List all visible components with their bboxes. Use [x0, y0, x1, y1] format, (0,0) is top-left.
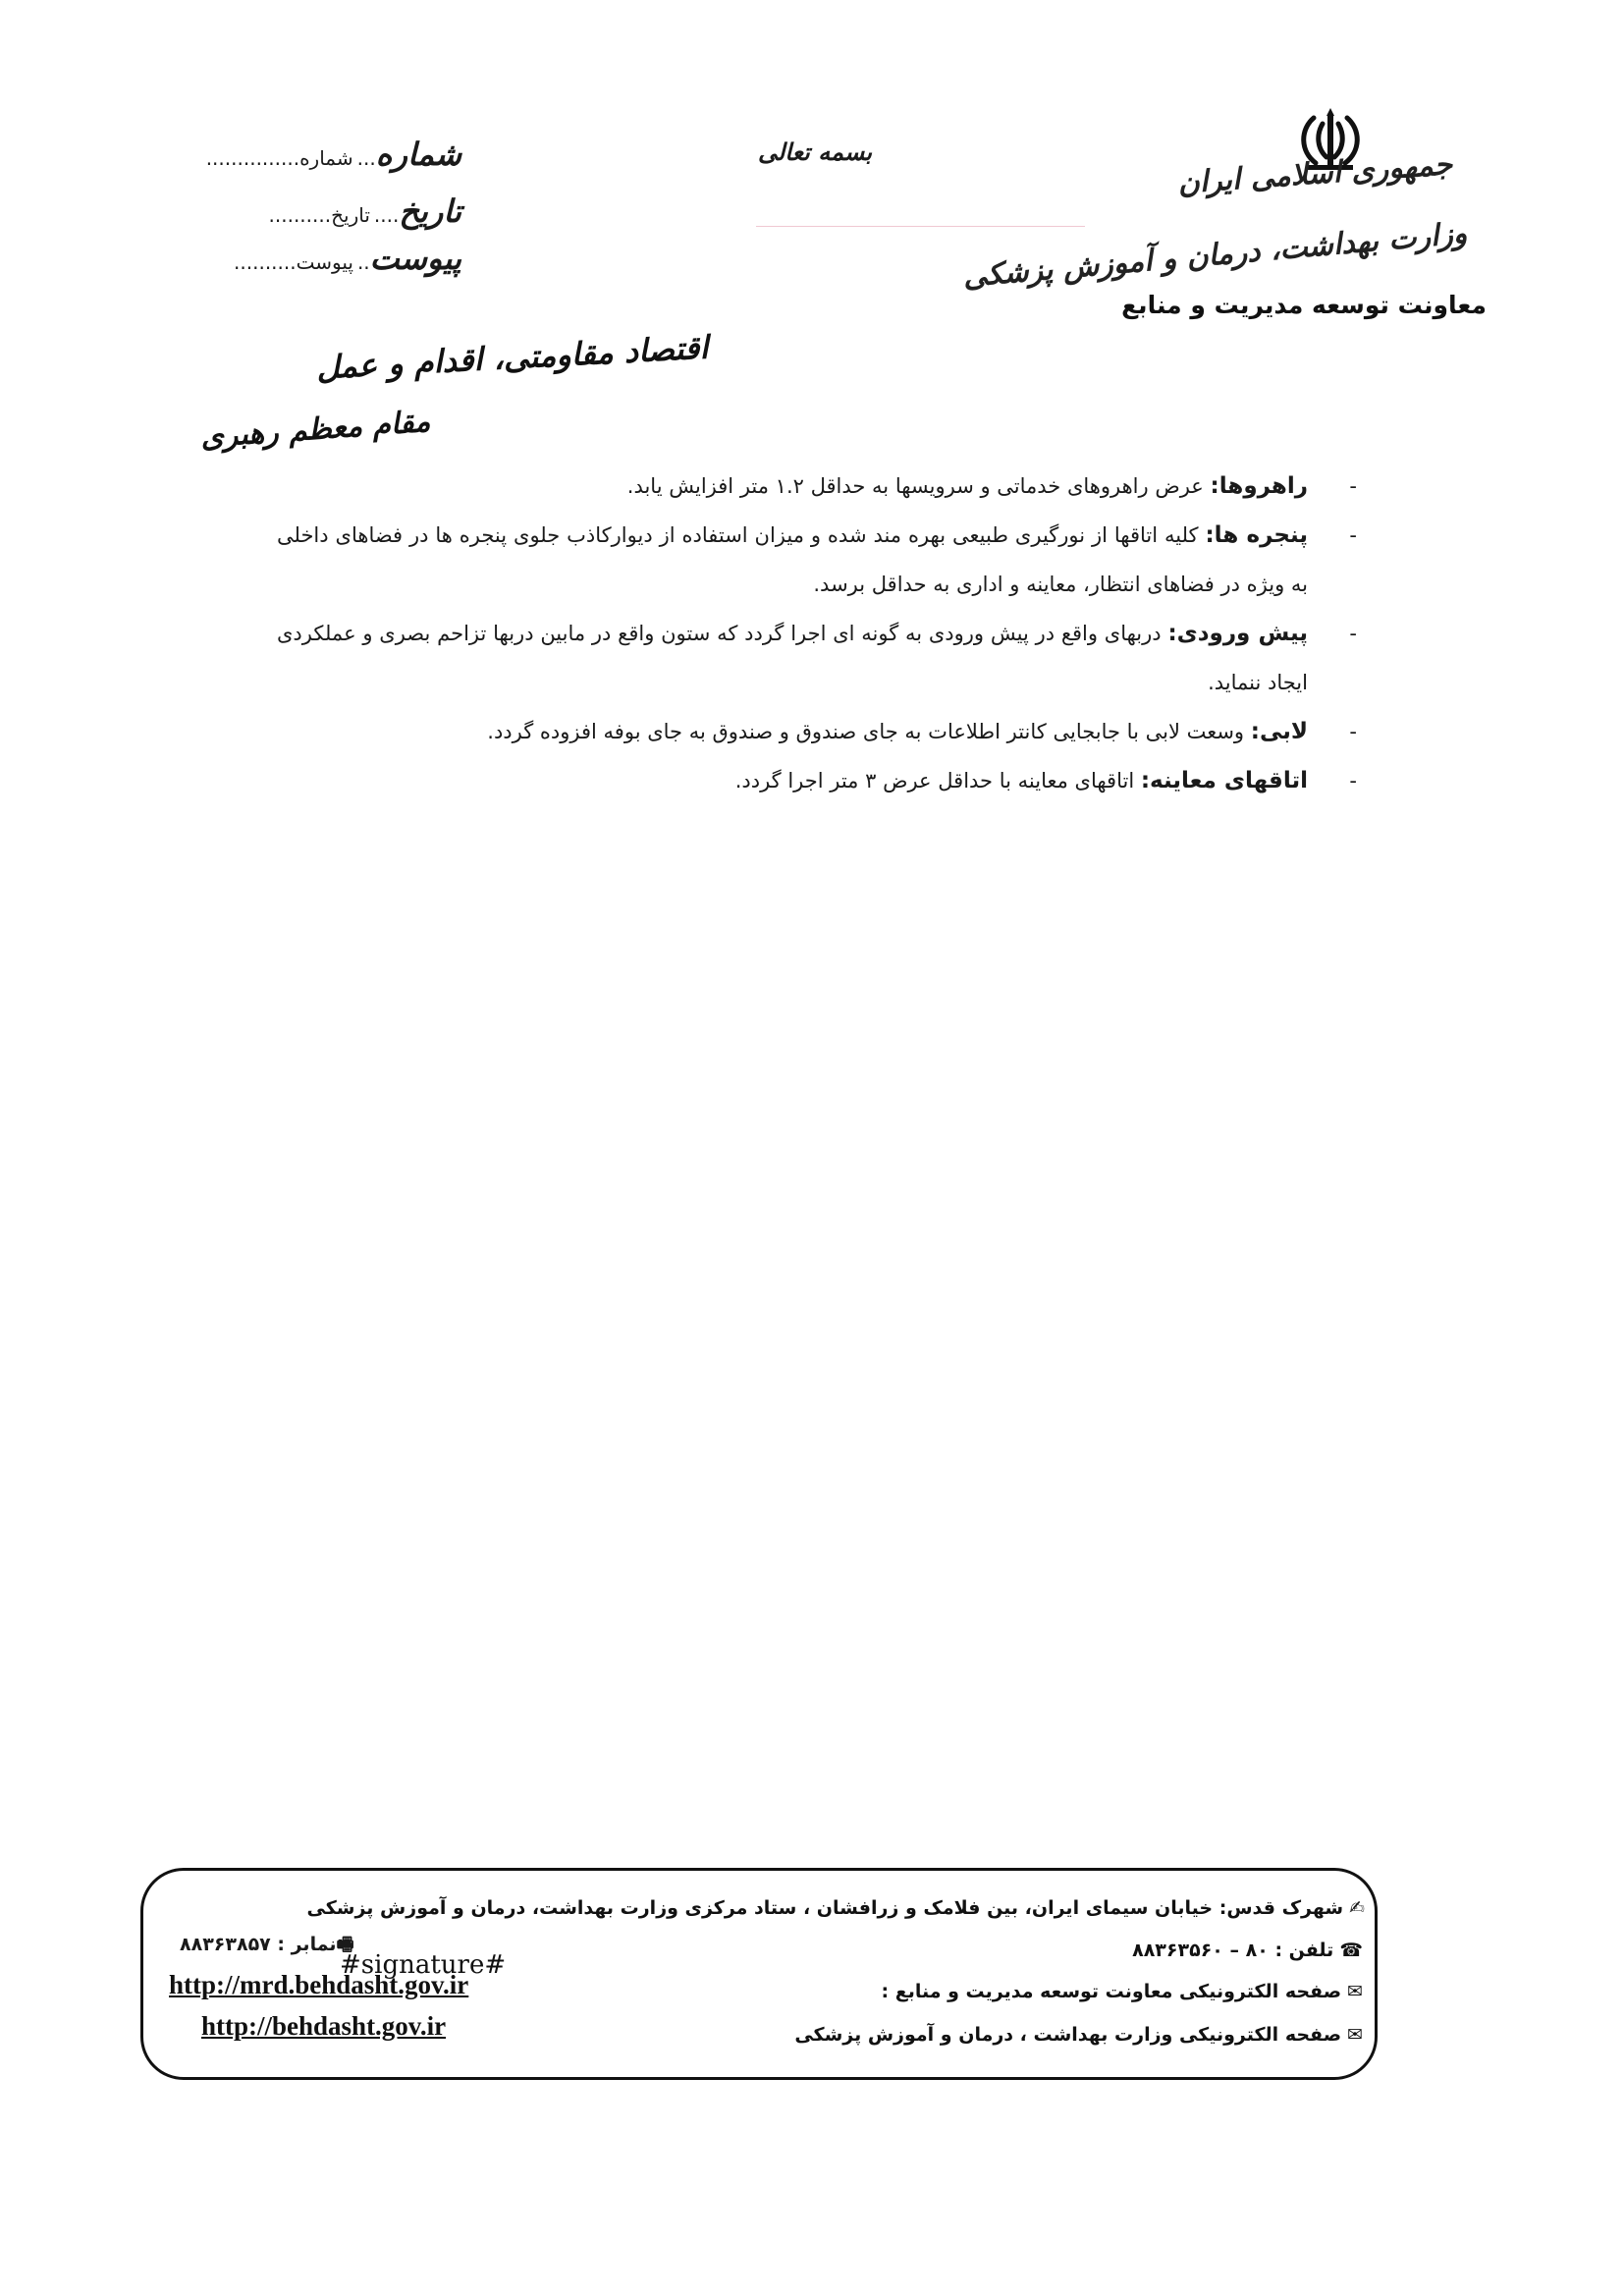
- item-title: اتاقهای معاینه:: [1140, 768, 1308, 793]
- number-label: شماره: [299, 146, 353, 170]
- bismillah-heading: بسمه تعالی: [757, 137, 873, 166]
- attachment-dots-pre: ..: [356, 250, 370, 274]
- url-behdasht-link[interactable]: http://behdasht.gov.ir: [201, 2011, 447, 2041]
- date-label-handwritten: تاریخ: [399, 192, 461, 230]
- deputy-title: معاونت توسعه مدیریت و منابع: [1121, 291, 1487, 319]
- signature-placeholder: #signature#: [340, 1950, 507, 1980]
- list-item: - راهروها: عرض راهروهای خدماتی و سرویسها به حداقل ۱.۲ متر افزایش یابد.: [626, 473, 1357, 499]
- attachment-label: پیوست: [296, 250, 353, 274]
- attachment-label-handwritten: پیوست: [369, 240, 461, 277]
- footer-phone: ☎تلفن : ۸۰ – ۸۸۳۶۳۵۶۰: [1132, 1940, 1363, 1961]
- item-title: پنجره ها:: [1205, 522, 1308, 548]
- item-title: لابی:: [1250, 719, 1308, 744]
- date-dots: ..........: [268, 203, 332, 227]
- list-item: - پنجره ها: کلیه اتاقها از نورگیری طبیعی بهره مند شده و میزان استفاده از دیوارکاذب جلوی پنجره ها در فضاهای داخلی به ویژه در فضاهای انتظار، معاینه و اداری به حداقل برسد.: [277, 522, 1357, 596]
- footer-web1: ✉صفحه الکترونیکی معاونت توسعه مدیریت و منابع :: [881, 1981, 1363, 2002]
- date-dots-pre: ....: [373, 203, 400, 227]
- item-text: دربهای واقع در پیش ورودی به گونه ای اجرا گردد که ستون واقع در مابین دربها تزاحم بصری و عملکردی ایجاد ننماید.: [277, 622, 1308, 694]
- item-text: وسعت لابی با جابجایی کانتر اطلاعات به جای صندوق و صندوق به جای بوفه افزوده گردد.: [487, 720, 1245, 743]
- pen-icon: ✍: [1349, 1897, 1365, 1919]
- attachment-field: [206, 240, 461, 277]
- heading-divider: [756, 226, 1085, 227]
- date-field: [206, 192, 461, 230]
- number-dots-pre: ...: [356, 146, 376, 170]
- slogan-attribution: مقام معظم رهبری: [199, 404, 432, 456]
- fax-icon: 🖷: [336, 1934, 354, 1955]
- slogan-line: اقتصاد مقاومتی، اقدام و عمل: [315, 328, 710, 387]
- list-item: - پیش ورودی: دربهای واقع در پیش ورودی به گونه ای اجرا گردد که ستون واقع در مابین دربها تزاحم بصری و عملکردی ایجاد ننماید.: [277, 621, 1357, 694]
- item-title: پیش ورودی:: [1167, 621, 1308, 646]
- mail-icon: ✉: [1347, 2024, 1363, 2046]
- ministry-title-line1: جمهوری اسلامی ایران: [1176, 147, 1454, 201]
- attachment-dots: ..........: [234, 250, 297, 274]
- footer-web2: ✉صفحه الکترونیکی وزارت بهداشت ، درمان و آموزش پزشکی: [794, 2024, 1363, 2046]
- url-mrd-link[interactable]: http://mrd.behdasht.gov.ir: [169, 1970, 469, 1999]
- requirements-list: [277, 462, 1357, 805]
- item-text: کلیه اتاقها از نورگیری طبیعی بهره مند شده و میزان استفاده از دیوارکاذب جلوی پنجره ها در فضاهای داخلی به ویژه در فضاهای انتظار، معاینه و اداری به حداقل برسد.: [277, 523, 1308, 596]
- item-text: عرض راهروهای خدماتی و سرویسها به حداقل ۱.۲ متر افزایش یابد.: [626, 474, 1204, 498]
- footer-address: ✍شهرک قدس: خیابان سیمای ایران، بین فلامک و زرافشان ، ستاد مرکزی وزارت بهداشت، درمان و آموزش پزشکی: [306, 1897, 1365, 1919]
- number-dots: ...............: [205, 146, 300, 170]
- mail-icon: ✉: [1347, 1981, 1363, 2002]
- list-item: - اتاقهای معاینه: اتاقهای معاینه با حداقل عرض ۳ متر اجرا گردد.: [734, 768, 1357, 793]
- number-label-handwritten: شماره: [375, 136, 461, 173]
- list-item: - لابی: وسعت لابی با جابجایی کانتر اطلاعات به جای صندوق و صندوق به جای بوفه افزوده گردد.: [487, 719, 1357, 744]
- phone-icon: ☎: [1339, 1940, 1363, 1961]
- ministry-title-line2: وزارت بهداشت، درمان و آموزش پزشکی: [961, 216, 1469, 295]
- footer-fax: 🖷نمابر : ۸۸۳۶۳۸۵۷: [180, 1934, 354, 1955]
- item-title: راهروها:: [1210, 473, 1308, 499]
- date-label: تاریخ: [331, 203, 370, 227]
- item-text: اتاقهای معاینه با حداقل عرض ۳ متر اجرا گردد.: [734, 769, 1135, 793]
- number-field: [206, 136, 461, 173]
